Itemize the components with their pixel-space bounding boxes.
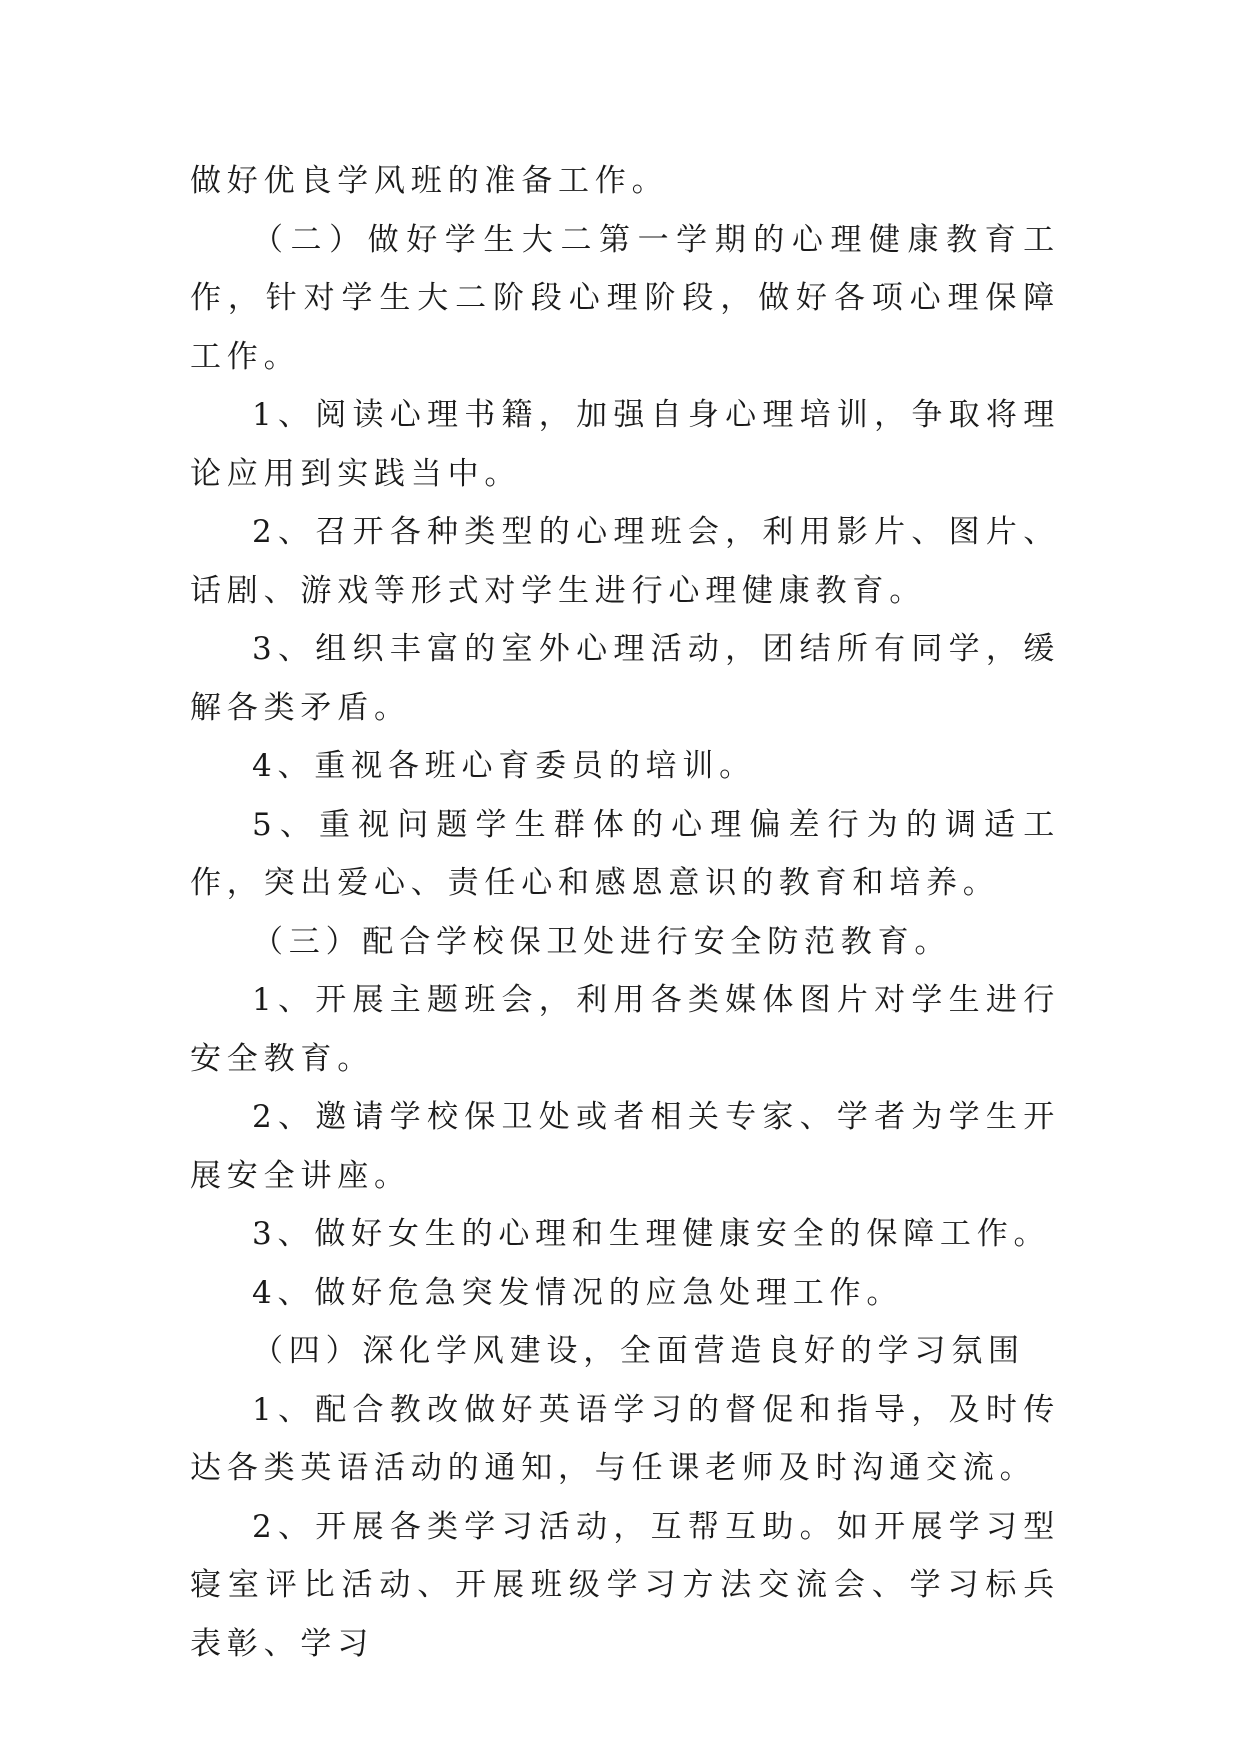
list-item: 4、做好危急突发情况的应急处理工作。 — [252, 1274, 904, 1311]
list-item: 4、重视各班心育委员的培训。 — [252, 748, 756, 784]
list-item: 1、开展主题班会，利用各类媒体图片对学生进行安全教育。 — [190, 982, 1060, 1077]
paragraph-continuation: 做好优良学风班的准备工作。 — [190, 163, 669, 199]
list-item: 1、阅读心理书籍，加强自身心理培训，争取将理论应用到实践当中。 — [190, 397, 1060, 492]
section-heading-2: （二）做好学生大二第一学期的心理健康教育工作，针对学生大二阶段心理阶段，做好各项心理保障工作。 — [190, 221, 1060, 375]
document-body — [190, 152, 1060, 1673]
list-item: 2、开展各类学习活动，互帮互助。如开展学习型寝室评比活动、开展班级学习方法交流会、学习标兵表彰、学习 — [190, 1508, 1060, 1662]
list-item: 2、邀请学校保卫处或者相关专家、学者为学生开展安全讲座。 — [190, 1099, 1060, 1194]
list-item: 1、配合教改做好英语学习的督促和指导，及时传达各类英语活动的通知，与任课老师及时沟通交流。 — [190, 1391, 1060, 1486]
section-heading-4: （四）深化学风建设，全面营造良好的学习氛围 — [252, 1333, 1025, 1369]
list-item: 2、召开各种类型的心理班会，利用影片、图片、话剧、游戏等形式对学生进行心理健康教育。 — [190, 514, 1060, 609]
list-item: 3、做好女生的心理和生理健康安全的保障工作。 — [252, 1216, 1051, 1252]
list-item: 5、重视问题学生群体的心理偏差行为的调适工作，突出爱心、责任心和感恩意识的教育和培养。 — [190, 806, 1060, 901]
list-item: 3、组织丰富的室外心理活动，团结所有同学，缓解各类矛盾。 — [190, 631, 1060, 726]
section-heading-3: （三）配合学校保卫处进行安全防范教育。 — [252, 923, 952, 960]
